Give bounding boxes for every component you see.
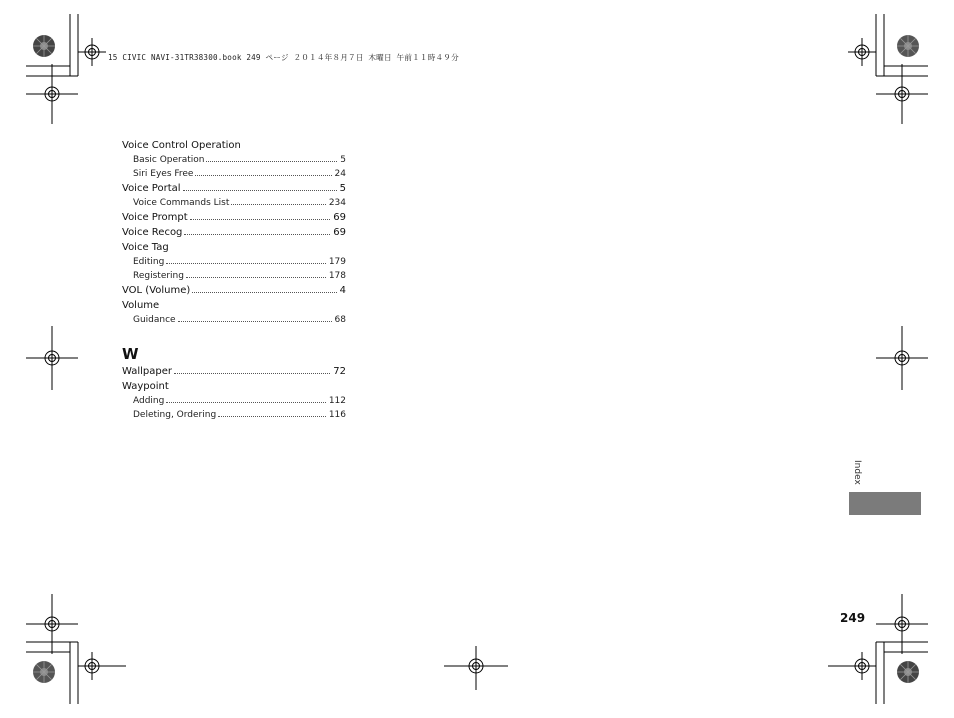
index-term: Voice Control Operation xyxy=(122,140,241,151)
index-page: 116 xyxy=(328,410,346,420)
leader-dots xyxy=(231,204,325,205)
index-page: 69 xyxy=(333,227,346,238)
index-page: 5 xyxy=(340,155,346,165)
index-page: 5 xyxy=(339,183,346,194)
index-subentry xyxy=(122,153,346,167)
leader-dots xyxy=(166,402,325,403)
index-entry xyxy=(122,139,346,153)
index-entry xyxy=(122,380,346,394)
index-entry xyxy=(122,284,346,298)
index-entry xyxy=(122,241,346,255)
index-page: 69 xyxy=(333,212,346,223)
index-term: Guidance xyxy=(133,315,176,325)
index-term: Voice Commands List xyxy=(133,198,230,208)
print-header: 15 CIVIC NAVI-31TR38300.book 249 ページ ２０１４年８月７日 木曜日 午前１１時４９分 xyxy=(108,53,459,62)
index-page: 4 xyxy=(339,285,346,296)
index-entry xyxy=(122,211,346,225)
index-page: 179 xyxy=(328,257,346,267)
index-term: Adding xyxy=(133,396,165,406)
index-page: 72 xyxy=(333,366,346,377)
index-page: 234 xyxy=(328,198,346,208)
index-entry xyxy=(122,182,346,196)
index-subentry xyxy=(122,255,346,269)
index-subentry xyxy=(122,196,346,210)
index-subentry xyxy=(122,313,346,327)
index-term: Waypoint xyxy=(122,381,169,392)
page-number: 249 xyxy=(840,611,866,625)
index-page: 178 xyxy=(328,271,346,281)
index-subentry xyxy=(122,394,346,408)
index-side-tab xyxy=(849,492,921,515)
index-term: Registering xyxy=(133,271,184,281)
index-term: VOL (Volume) xyxy=(122,285,191,296)
index-subentry xyxy=(122,269,346,283)
index-page: 24 xyxy=(334,169,346,179)
leader-dots xyxy=(183,190,337,191)
leader-dots xyxy=(195,175,331,176)
leader-dots xyxy=(206,161,337,162)
leader-dots xyxy=(186,277,326,278)
leader-dots xyxy=(166,263,325,264)
index-term: Voice Recog xyxy=(122,227,183,238)
index-entry xyxy=(122,226,346,240)
index-subentry xyxy=(122,408,346,422)
leader-dots xyxy=(190,219,331,220)
leader-dots xyxy=(178,321,332,322)
leader-dots xyxy=(218,416,326,417)
index-term: Voice Portal xyxy=(122,183,181,194)
leader-dots xyxy=(184,234,330,235)
index-entry xyxy=(122,365,346,379)
leader-dots xyxy=(174,373,330,374)
index-subentry xyxy=(122,167,346,181)
index-term: Voice Tag xyxy=(122,242,169,253)
index-page: 112 xyxy=(328,396,346,406)
index-letter-heading: W xyxy=(122,345,139,363)
index-term: Deleting, Ordering xyxy=(133,410,217,420)
side-tab-label: Index xyxy=(852,460,862,485)
leader-dots xyxy=(192,292,336,293)
index-list xyxy=(122,138,346,422)
index-term: Editing xyxy=(133,257,165,267)
index-term: Wallpaper xyxy=(122,366,173,377)
index-term: Siri Eyes Free xyxy=(133,169,194,179)
index-entry xyxy=(122,299,346,313)
index-term: Volume xyxy=(122,300,160,311)
index-term: Voice Prompt xyxy=(122,212,188,223)
index-term: Basic Operation xyxy=(133,155,205,165)
index-page: 68 xyxy=(334,315,346,325)
